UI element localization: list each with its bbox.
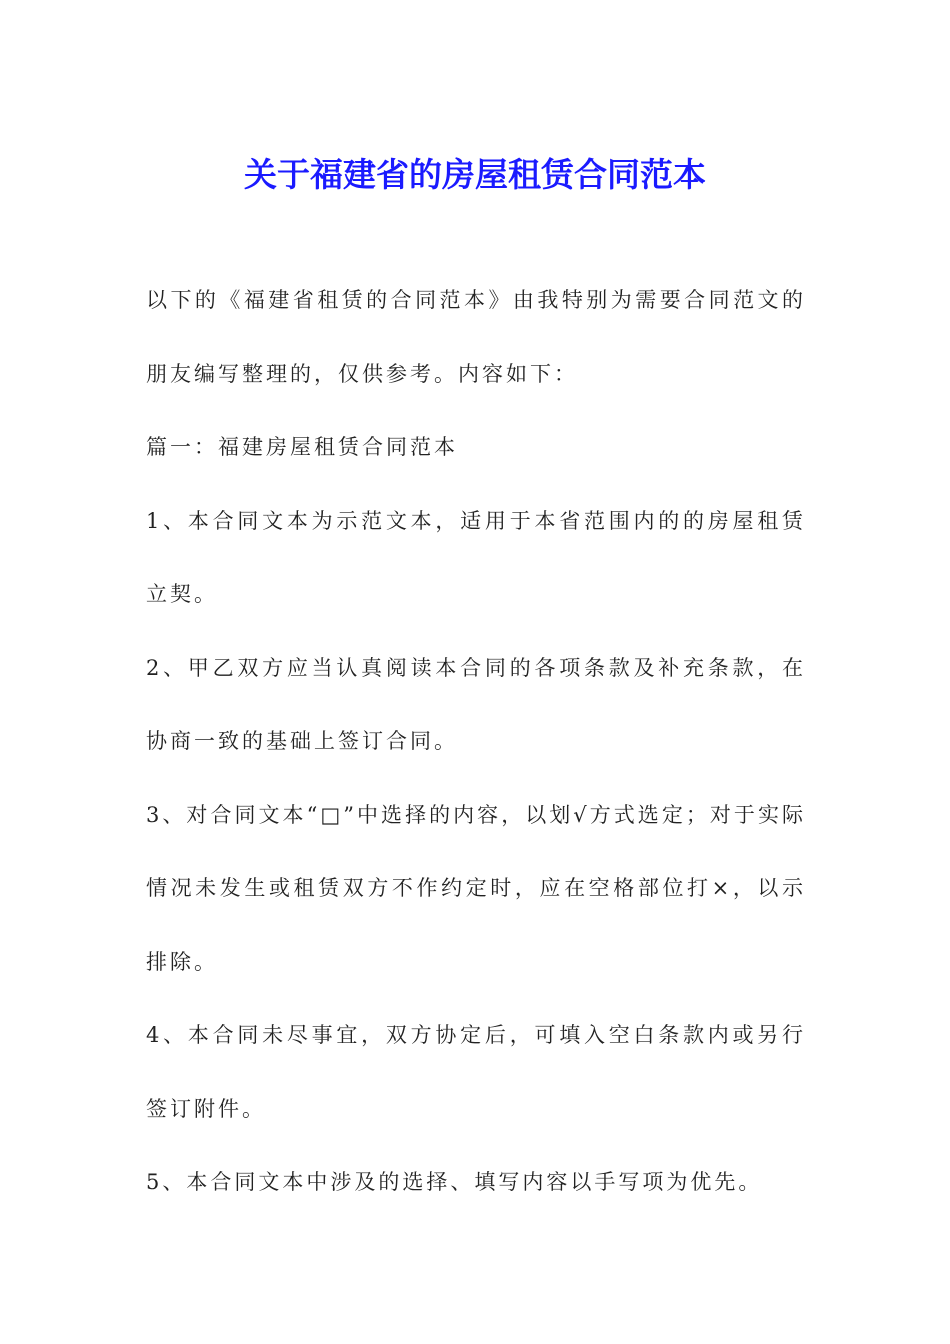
- document-body: [146, 264, 806, 1220]
- clause-3: 3、对合同文本“□”中选择的内容，以划√方式选定；对于实际情况未发生或租赁双方不作约定时，应在空格部位打×，以示排除。: [146, 802, 806, 974]
- document-title: 关于福建省的房屋租赁合同范本: [244, 155, 706, 195]
- section-heading: 篇一：福建房屋租赁合同范本: [146, 435, 458, 459]
- intro-paragraph: 以下的《福建省租赁的合同范本》由我特别为需要合同范文的朋友编写整理的，仅供参考。内容如下：: [146, 288, 806, 386]
- clause-2: 2、甲乙双方应当认真阅读本合同的各项条款及补充条款，在协商一致的基础上签订合同。: [146, 655, 806, 753]
- clause-1: 1、本合同文本为示范文本，适用于本省范围内的的房屋租赁立契。: [146, 508, 806, 606]
- clause-4: 4、本合同未尽事宜，双方协定后，可填入空白条款内或另行签订附件。: [146, 1023, 806, 1121]
- clause-5: 5、本合同文本中涉及的选择、填写内容以手写项为优先。: [146, 1170, 763, 1194]
